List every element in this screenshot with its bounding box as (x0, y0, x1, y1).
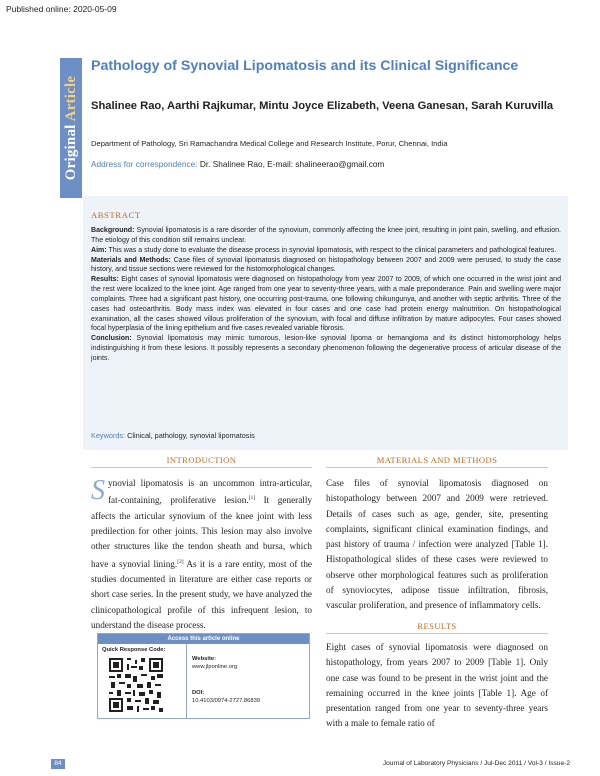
introduction-heading: INTRODUCTION (166, 455, 237, 465)
doi-link[interactable]: 10.4103/0974-2727.86839 (192, 698, 261, 704)
website-label: Website: (192, 656, 217, 662)
access-divider (186, 644, 187, 718)
access-online-box (97, 633, 310, 719)
abstract-aim: Aim: This was a study done to evaluate the disease process in synovial lipomatosis, with respect to the clinical parameters and pathological features. (91, 246, 557, 254)
page-number: 84 (51, 759, 65, 769)
methods-text: Case files of synovial lipomatosis diagnosed on histopathology between 2007 and 2009 were retrieved. Details of cases such as age, gender, site, presenting complaints, significant clinical examination findings, and past history of trauma / infection were analyzed [Table 1]. Histopathological slides of these cases were reviewed to observe other morphological features such as proliferation of synoviocytes, adipose tissue infiltration, fibrosis, vascular proliferation, and presence of inflammatory cells. (326, 478, 548, 611)
abstract-background: Background: Synovial lipomatosis is a rare disorder of the synovium, commonly affecting the knee joint, resulting in joint pain, swelling, and effusion. The etiology of this condition still remains unclear. (91, 227, 561, 244)
article-type-label: Original Article (63, 75, 79, 181)
abstract-conclusion: Conclusion: Synovial lipomatosis may mimic tumorous, lesion-like synovial lipoma or hemangioma and its distinct histomorphology helps indistinguishing it from these lesions. It possibly represents a secondary phenomenon following the degenerative process of articular disease of the joints. (91, 335, 561, 362)
methods-heading-rule (326, 467, 548, 468)
methods-heading: MATERIALS AND METHODS (376, 455, 498, 465)
dropcap: S (91, 475, 105, 506)
access-header: Access this article online (98, 634, 309, 644)
correspondence (91, 159, 571, 169)
introduction-text: Synovial lipomatosis is an uncommon intra-articular, fat-containing, proliferative lesion.[1] It generally affects the articular synovium of the knee joint with less predilection for other joints. This lesion may also involve other structures like the tendon sheath and bursa, which have a synovial lining.[2] As it is a rare entity, most of the studies documented in literature are either case reports or short case series. In the present study, we have analyzed the clinicopathological profile of this infrequent lesion, to understand the disease process. (91, 475, 312, 630)
doi-label: DOI: (192, 690, 205, 696)
intro-heading-rule (91, 467, 312, 468)
keywords-text: Clinical, pathology, synovial lipomatosis (125, 431, 255, 440)
abstract-results: Results: Eight cases of synovial lipomatosis were diagnosed on histopathology from year 2007 to 2009, of which one occurred in the wrist joint and the rest were localized to the knee joint. Age ranged from one year to seventy-three years, with a male preponderance. Pain and swelling were major complaints. Three had a significant past history, one occurring post-trauma, one following chikungunya, and another with septic arthritis. Three of the cases had osteoarthritis. Body mass index was elevated in four cases and one case had protein energy malnutrition. On histopathological examination, all the cases showed villous proliferation of the synovium, with focal and diffuse infiltration by mature adipocytes. Four cases showed focal hyperplasia of the lining epithelium and five cases revealed variable fibrosis. (91, 276, 561, 333)
qr-code-icon[interactable] (109, 658, 163, 712)
author-list: Shalinee Rao, Aarthi Rajkumar, Mintu Joyce Elizabeth, Veena Ganesan, Sarah Kuruvilla (91, 100, 554, 112)
affiliation: Department of Pathology, Sri Ramachandra Medical College and Research Institute, Porur, Chennai, India (91, 139, 448, 148)
results-heading-rule (326, 633, 548, 634)
keywords-label: Keywords: (91, 431, 126, 440)
journal-footer: Journal of Laboratory Physicians / Jul-Dec 2011 / Vol-3 / Issue-2 (382, 760, 570, 767)
correspondence-label: Address for correspondence: (91, 159, 198, 169)
article-type-tab (60, 58, 82, 198)
abstract-methods: Materials and Methods: Case files of synovial lipomatosis diagnosed on histopathology between 2007 and 2009 were perused, to study the case history, and tissue sections were reviewed for the histomorphological changes. (91, 256, 562, 274)
results-heading: RESULTS (417, 621, 457, 631)
published-date: Published online: 2020-05-09 (6, 4, 117, 14)
abstract-heading: ABSTRACT (91, 210, 141, 220)
keywords (91, 431, 255, 440)
qr-label: Quick Response Code: (102, 647, 166, 653)
website-link[interactable]: www.jlponline.org (192, 664, 238, 670)
correspondence-text: Dr. Shalinee Rao, E-mail: shalineerao@gmail.com (197, 159, 385, 169)
article-title: Pathology of Synovial Lipomatosis and its Clinical Significance (91, 58, 519, 74)
results-text: Eight cases of synovial lipomatosis were diagnosed on histopathology, from years 2007 to 2009 [Table 1]. Only one case was found to be present in the wrist joint and the remaining occurred in the knee joints [Table 1]. Age of presentation ranged from one year to seventy-three years with a male to female ratio of (326, 642, 548, 729)
abstract-body (91, 226, 561, 364)
